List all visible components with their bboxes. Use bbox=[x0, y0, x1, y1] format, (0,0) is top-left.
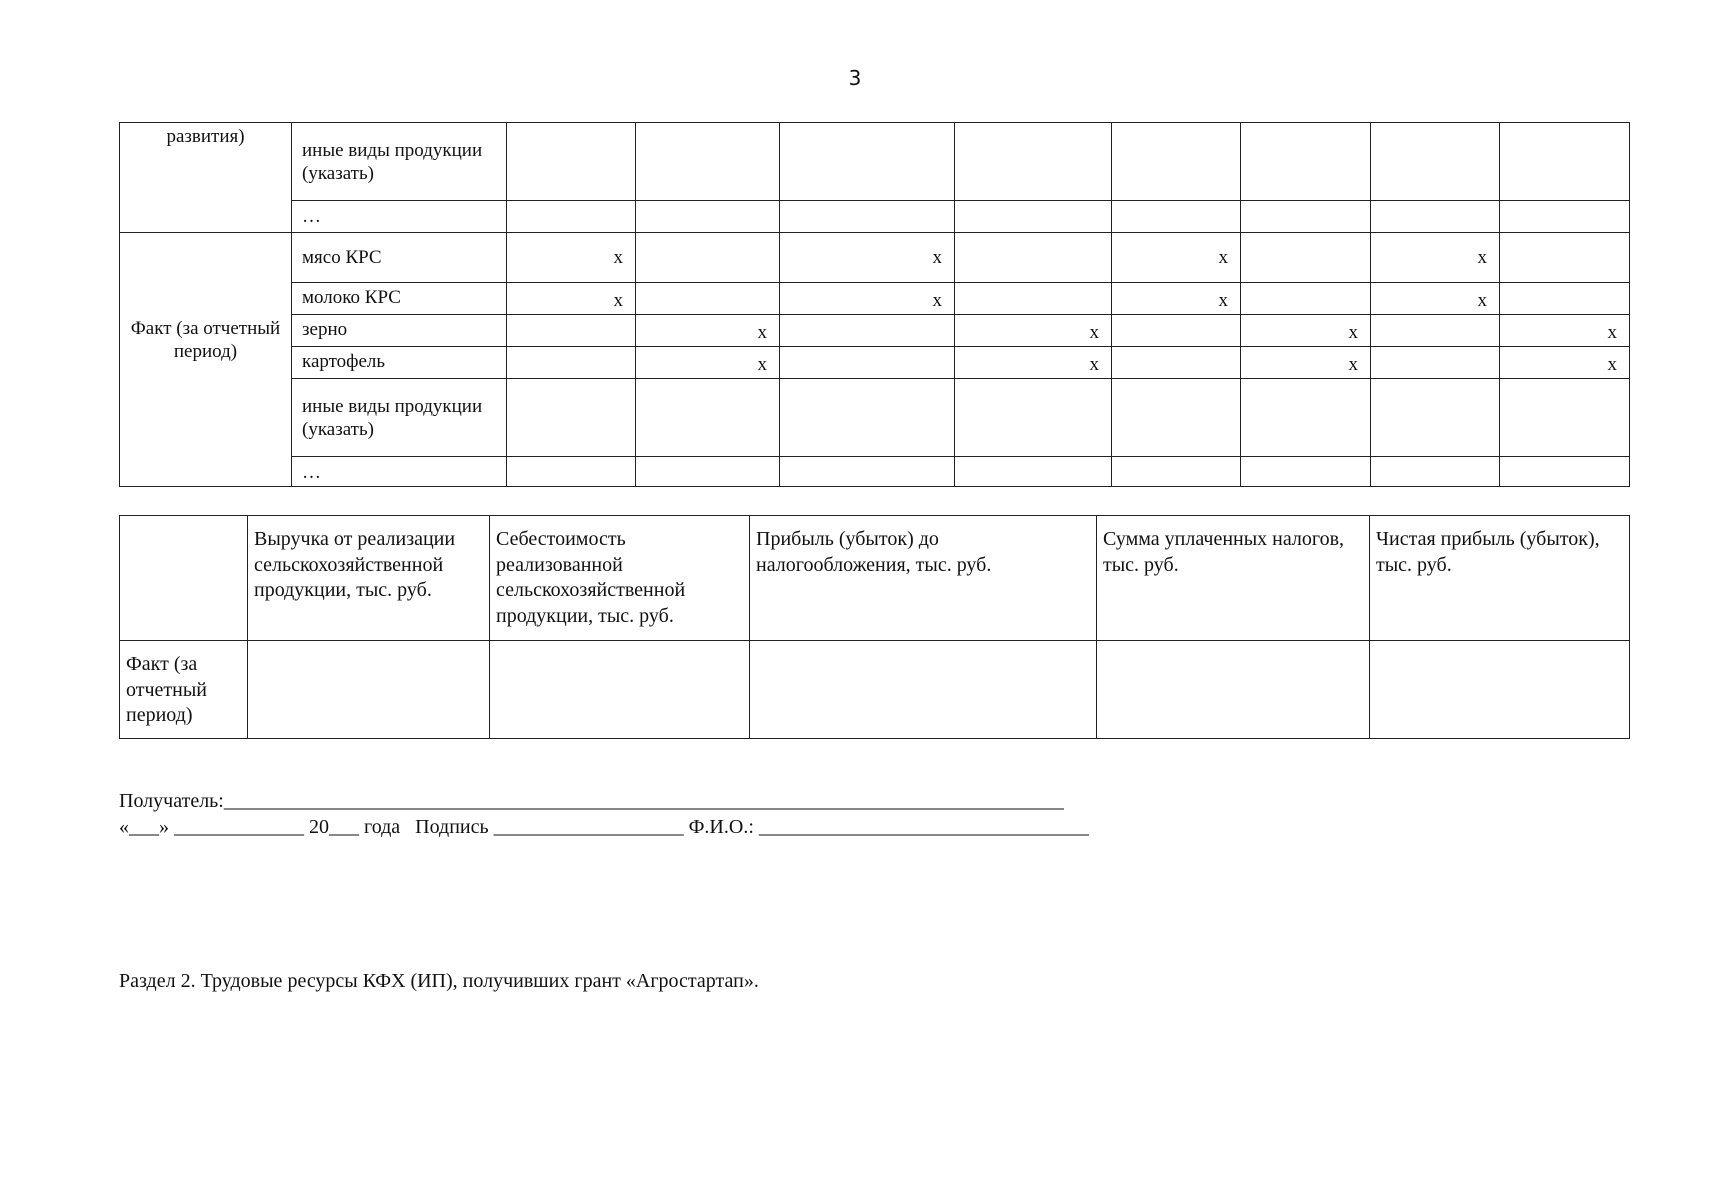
table-row bbox=[120, 379, 1630, 457]
table-cell bbox=[507, 123, 636, 201]
recipient-line: Получатель:____________________________________________________________________________________ bbox=[119, 790, 1064, 812]
table-cell bbox=[1500, 379, 1630, 457]
row-label: … bbox=[292, 457, 507, 487]
table-cell bbox=[780, 457, 955, 487]
table-header-row bbox=[120, 516, 1630, 641]
table-cell: x bbox=[1371, 233, 1500, 283]
table-cell bbox=[1500, 457, 1630, 487]
table-cell: x bbox=[636, 315, 780, 347]
table-cell bbox=[780, 123, 955, 201]
table-row bbox=[120, 347, 1630, 379]
row-label: мясо КРС bbox=[292, 233, 507, 283]
column-header: Чистая прибыль (убыток), тыс. руб. bbox=[1370, 516, 1630, 641]
table-cell bbox=[636, 457, 780, 487]
production-table bbox=[119, 122, 1630, 487]
row-label: зерно bbox=[292, 315, 507, 347]
table-cell bbox=[1241, 457, 1371, 487]
plan-group-label: развития) bbox=[120, 123, 292, 233]
table-cell: x bbox=[955, 347, 1112, 379]
table-cell bbox=[248, 641, 490, 739]
table-cell bbox=[1112, 201, 1241, 233]
table-cell: x bbox=[1371, 283, 1500, 315]
table-cell bbox=[1241, 283, 1371, 315]
table-cell bbox=[636, 201, 780, 233]
table-cell: x bbox=[1500, 315, 1630, 347]
table-cell bbox=[1371, 457, 1500, 487]
table-cell bbox=[1371, 379, 1500, 457]
row-label: … bbox=[292, 201, 507, 233]
column-header: Сумма уплаченных налогов, тыс. руб. bbox=[1097, 516, 1370, 641]
table-cell bbox=[955, 201, 1112, 233]
table-cell bbox=[1112, 347, 1241, 379]
table-cell bbox=[780, 347, 955, 379]
table-cell bbox=[1371, 347, 1500, 379]
section-heading: Раздел 2. Трудовые ресурсы КФХ (ИП), получивших грант «Агростартап». bbox=[119, 970, 759, 992]
table-row bbox=[120, 315, 1630, 347]
table-cell bbox=[955, 379, 1112, 457]
table-cell: x bbox=[1112, 283, 1241, 315]
table-cell bbox=[955, 283, 1112, 315]
row-label: картофель bbox=[292, 347, 507, 379]
financial-table bbox=[119, 515, 1630, 739]
table-cell bbox=[1371, 315, 1500, 347]
table-cell bbox=[1241, 123, 1371, 201]
table-cell bbox=[780, 201, 955, 233]
table-cell bbox=[955, 233, 1112, 283]
table-cell: x bbox=[1241, 315, 1371, 347]
date-signature-line: «___» _____________ 20___ года Подпись ___________________ Ф.И.О.: _________________________________ bbox=[119, 816, 1089, 838]
table-cell bbox=[1500, 283, 1630, 315]
table-cell bbox=[1112, 315, 1241, 347]
page-number: 3 bbox=[848, 66, 862, 90]
table-cell: x bbox=[507, 283, 636, 315]
row-label: иные виды продукции (указать) bbox=[292, 123, 507, 201]
table-cell bbox=[780, 315, 955, 347]
table-cell bbox=[1241, 201, 1371, 233]
table-cell bbox=[636, 233, 780, 283]
table-cell: x bbox=[1500, 347, 1630, 379]
table-cell: x bbox=[955, 315, 1112, 347]
table-cell: x bbox=[636, 347, 780, 379]
table-cell bbox=[507, 457, 636, 487]
table-cell bbox=[750, 641, 1097, 739]
table-cell bbox=[507, 347, 636, 379]
table-cell bbox=[1241, 233, 1371, 283]
table-row bbox=[120, 457, 1630, 487]
table-cell: x bbox=[507, 233, 636, 283]
table-cell: x bbox=[780, 233, 955, 283]
table-cell bbox=[636, 283, 780, 315]
table-cell bbox=[1500, 201, 1630, 233]
table-cell bbox=[780, 379, 955, 457]
column-header bbox=[120, 516, 248, 641]
row-label: молоко КРС bbox=[292, 283, 507, 315]
column-header: Выручка от реализации сельскохозяйственной продукции, тыс. руб. bbox=[248, 516, 490, 641]
table-cell bbox=[636, 379, 780, 457]
table-cell bbox=[955, 123, 1112, 201]
table-cell bbox=[1370, 641, 1630, 739]
table-cell bbox=[955, 457, 1112, 487]
table-row bbox=[120, 283, 1630, 315]
table-cell bbox=[507, 201, 636, 233]
table-cell bbox=[1371, 201, 1500, 233]
table-cell bbox=[490, 641, 750, 739]
fact-group-label: Факт (за отчетный период) bbox=[120, 233, 292, 487]
table-cell: x bbox=[1241, 347, 1371, 379]
table-cell bbox=[1097, 641, 1370, 739]
table-cell bbox=[1500, 233, 1630, 283]
table-row bbox=[120, 641, 1630, 739]
table-cell bbox=[1112, 379, 1241, 457]
column-header: Прибыль (убыток) до налогообложения, тыс. руб. bbox=[750, 516, 1097, 641]
table-cell bbox=[507, 379, 636, 457]
table-cell bbox=[507, 315, 636, 347]
table-cell bbox=[1112, 457, 1241, 487]
table-cell bbox=[1500, 123, 1630, 201]
table-cell bbox=[1371, 123, 1500, 201]
table-cell bbox=[636, 123, 780, 201]
table-cell: x bbox=[1112, 233, 1241, 283]
table-cell: x bbox=[780, 283, 955, 315]
table-row bbox=[120, 201, 1630, 233]
table-row bbox=[120, 233, 1630, 283]
row-label: иные виды продукции (указать) bbox=[292, 379, 507, 457]
row-label: Факт (за отчетный период) bbox=[120, 641, 248, 739]
column-header: Себестоимость реализованной сельскохозяйственной продукции, тыс. руб. bbox=[490, 516, 750, 641]
table-row bbox=[120, 123, 1630, 201]
table-cell bbox=[1112, 123, 1241, 201]
table-cell bbox=[1241, 379, 1371, 457]
